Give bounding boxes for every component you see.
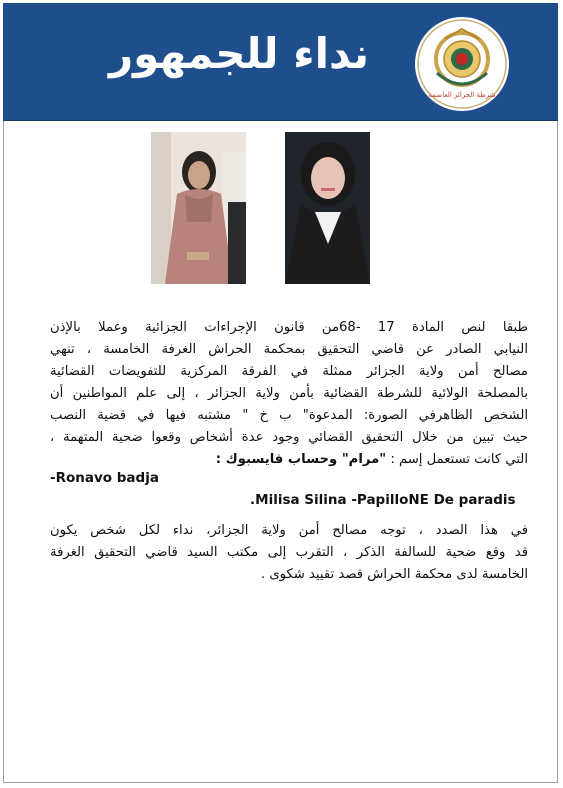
facebook-account-2: .Milisa Silina -PapilloNE De paradis	[250, 492, 516, 508]
text-line: قد وقع ضحية للسالفة الذكر ، التقرب إلى مكتب السيد قاضي التحقيق الغرفة	[50, 545, 528, 560]
left-photo	[151, 132, 246, 284]
seal-text: شرطة الجزائر العاصمة	[428, 91, 496, 99]
text-line: بالمصلحة الولائية للشرطة القضائية بأمن ولاية الجزائر ، إلى علم المواطنين أن	[50, 386, 528, 401]
appeal-paragraph-1	[50, 317, 528, 471]
alias-name: "مرام" وحساب فايسبوك :	[215, 452, 387, 467]
text-line: في هذا الصدد ، توجه مصالح أمن ولاية الجزائر، نداء لكل شخص يكون	[50, 523, 528, 538]
person-photo-icon	[285, 132, 370, 284]
person-photo-icon	[151, 132, 246, 284]
header-banner	[3, 3, 558, 121]
right-photo	[285, 132, 370, 284]
facebook-account-1: -Ronavo badja	[50, 470, 159, 486]
police-seal-logo	[415, 17, 509, 111]
text-line: طبقا لنص المادة 17 -68من قانون الإجراءات الجزائية وعملا بالإذن	[50, 320, 529, 335]
page-title: نداء للجمهور	[108, 29, 370, 78]
text-line: حيث تبين من خلال التحقيق القضائي وجود عدة أشخاص وقعوا ضحية المتهمة ،	[50, 430, 528, 445]
text-line: الشخص الظاهرفي الصورة: المدعوة" ب خ " مشتبه فيها في قضية النصب	[50, 408, 528, 423]
text-line: مصالح أمن ولاية الجزائر ممثلة في الفرقة المركزية للتفويضات القضائية	[50, 364, 528, 379]
text-line-with-alias	[50, 449, 528, 471]
appeal-paragraph-2	[50, 520, 528, 586]
seal-emblem-icon	[415, 17, 509, 111]
alias-intro: التي كانت تستعمل إسم :	[390, 452, 528, 467]
text-line: النيابي الصادر عن قاضي التحقيق بمحكمة الحراش الغرفة الخامسة ، تنهي	[50, 342, 528, 357]
text-line: الخامسة لدى محكمة الحراش قصد تقييد شكوى .	[260, 567, 528, 582]
